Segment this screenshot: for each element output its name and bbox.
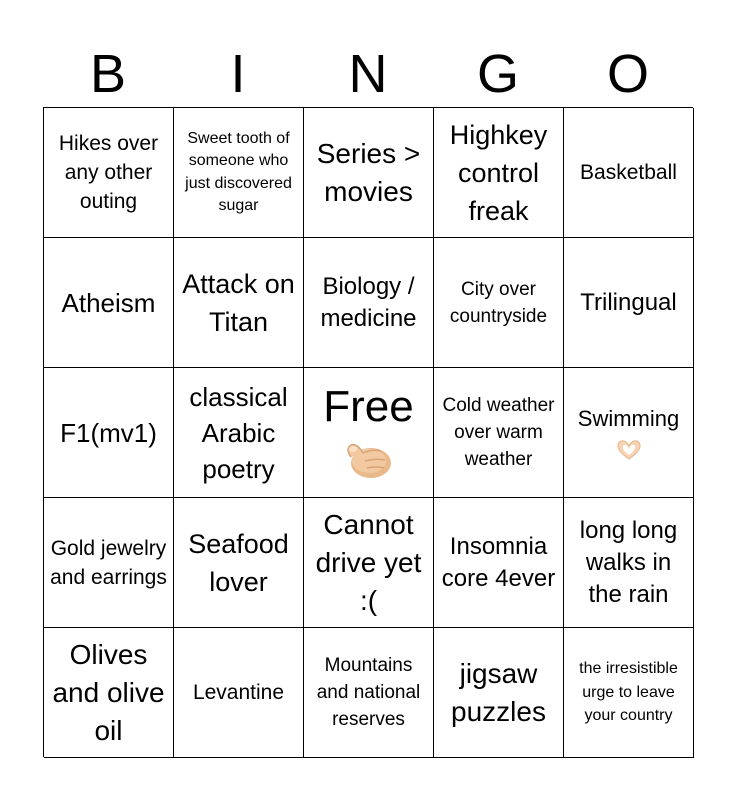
bingo-cell-r3-c1[interactable]	[44, 368, 174, 498]
bingo-cell-r4-c1[interactable]	[44, 498, 174, 628]
free-space-label: Free	[323, 381, 414, 431]
cell-label: F1(mv1)	[60, 417, 157, 448]
cell-label: Olives and olive oil	[52, 638, 165, 746]
cell-label: City over countryside	[449, 278, 548, 327]
cell-label: Atheism	[61, 287, 156, 318]
header-letter-b: B	[89, 44, 127, 104]
bingo-cell-r5-c5[interactable]	[564, 628, 694, 758]
bingo-cell-r4-c4[interactable]	[434, 498, 564, 628]
header-letter-n: N	[348, 44, 388, 104]
bingo-cell-r4-c5[interactable]	[564, 498, 694, 628]
bingo-header	[43, 40, 693, 108]
heart-hands-icon	[614, 439, 644, 461]
bingo-cell-r1-c5[interactable]	[564, 108, 694, 238]
cell-label: Insomnia core 4ever	[441, 532, 556, 592]
bingo-cell-r5-c4[interactable]	[434, 628, 564, 758]
bingo-cell-r3-c4[interactable]	[434, 368, 564, 498]
bingo-cell-r2-c5[interactable]	[564, 238, 694, 368]
bingo-cell-r1-c3[interactable]	[304, 108, 434, 238]
bingo-cell-r5-c2[interactable]	[174, 628, 304, 758]
bingo-cell-r2-c3[interactable]	[304, 238, 434, 368]
bingo-cell-r4-c2[interactable]	[174, 498, 304, 628]
cell-label: Swimming	[577, 406, 680, 431]
cell-label: jigsaw puzzles	[451, 657, 546, 727]
header-letter-i: I	[230, 44, 246, 104]
cell-label: Gold jewelry and earrings	[50, 536, 167, 589]
cell-label: Seafood lover	[188, 528, 289, 597]
bingo-cell-r3-c5[interactable]	[564, 368, 694, 498]
cell-label: Levantine	[192, 681, 285, 704]
cell-label: Mountains and national reserves	[316, 655, 421, 730]
pointing-hand-icon	[341, 435, 397, 483]
bingo-cell-r2-c2[interactable]	[174, 238, 304, 368]
cell-label: Cannot drive yet :(	[315, 508, 422, 616]
bingo-cell-r5-c1[interactable]	[44, 628, 174, 758]
cell-label: classical Arabic poetry	[189, 381, 288, 484]
bingo-cell-r1-c2[interactable]	[174, 108, 304, 238]
cell-label: Hikes over any other outing	[58, 132, 159, 213]
header-letter-o: O	[606, 44, 649, 104]
cell-label: Trilingual	[580, 288, 677, 316]
bingo-cell-r3-c3-free[interactable]	[304, 368, 434, 498]
bingo-cell-r2-c1[interactable]	[44, 238, 174, 368]
header-letter-g: G	[476, 44, 519, 104]
bingo-card	[43, 107, 693, 757]
cell-label: long long walks in the rain	[579, 516, 678, 608]
bingo-cell-r1-c1[interactable]	[44, 108, 174, 238]
bingo-cell-r1-c4[interactable]	[434, 108, 564, 238]
cell-label: Cold weather over warm weather	[442, 395, 555, 470]
bingo-cell-r4-c3[interactable]	[304, 498, 434, 628]
cell-label: Biology / medicine	[320, 272, 417, 332]
bingo-cell-r5-c3[interactable]	[304, 628, 434, 758]
cell-label: Highkey control freak	[449, 119, 548, 226]
cell-label: the irresistible urge to leave your country	[579, 660, 678, 725]
bingo-cell-r2-c4[interactable]	[434, 238, 564, 368]
bingo-cell-r3-c2[interactable]	[174, 368, 304, 498]
cell-label: Series > movies	[316, 137, 421, 207]
cell-label: Sweet tooth of someone who just discovered sugar	[185, 129, 292, 214]
cell-label: Attack on Titan	[182, 268, 295, 337]
cell-label: Basketball	[580, 161, 677, 184]
